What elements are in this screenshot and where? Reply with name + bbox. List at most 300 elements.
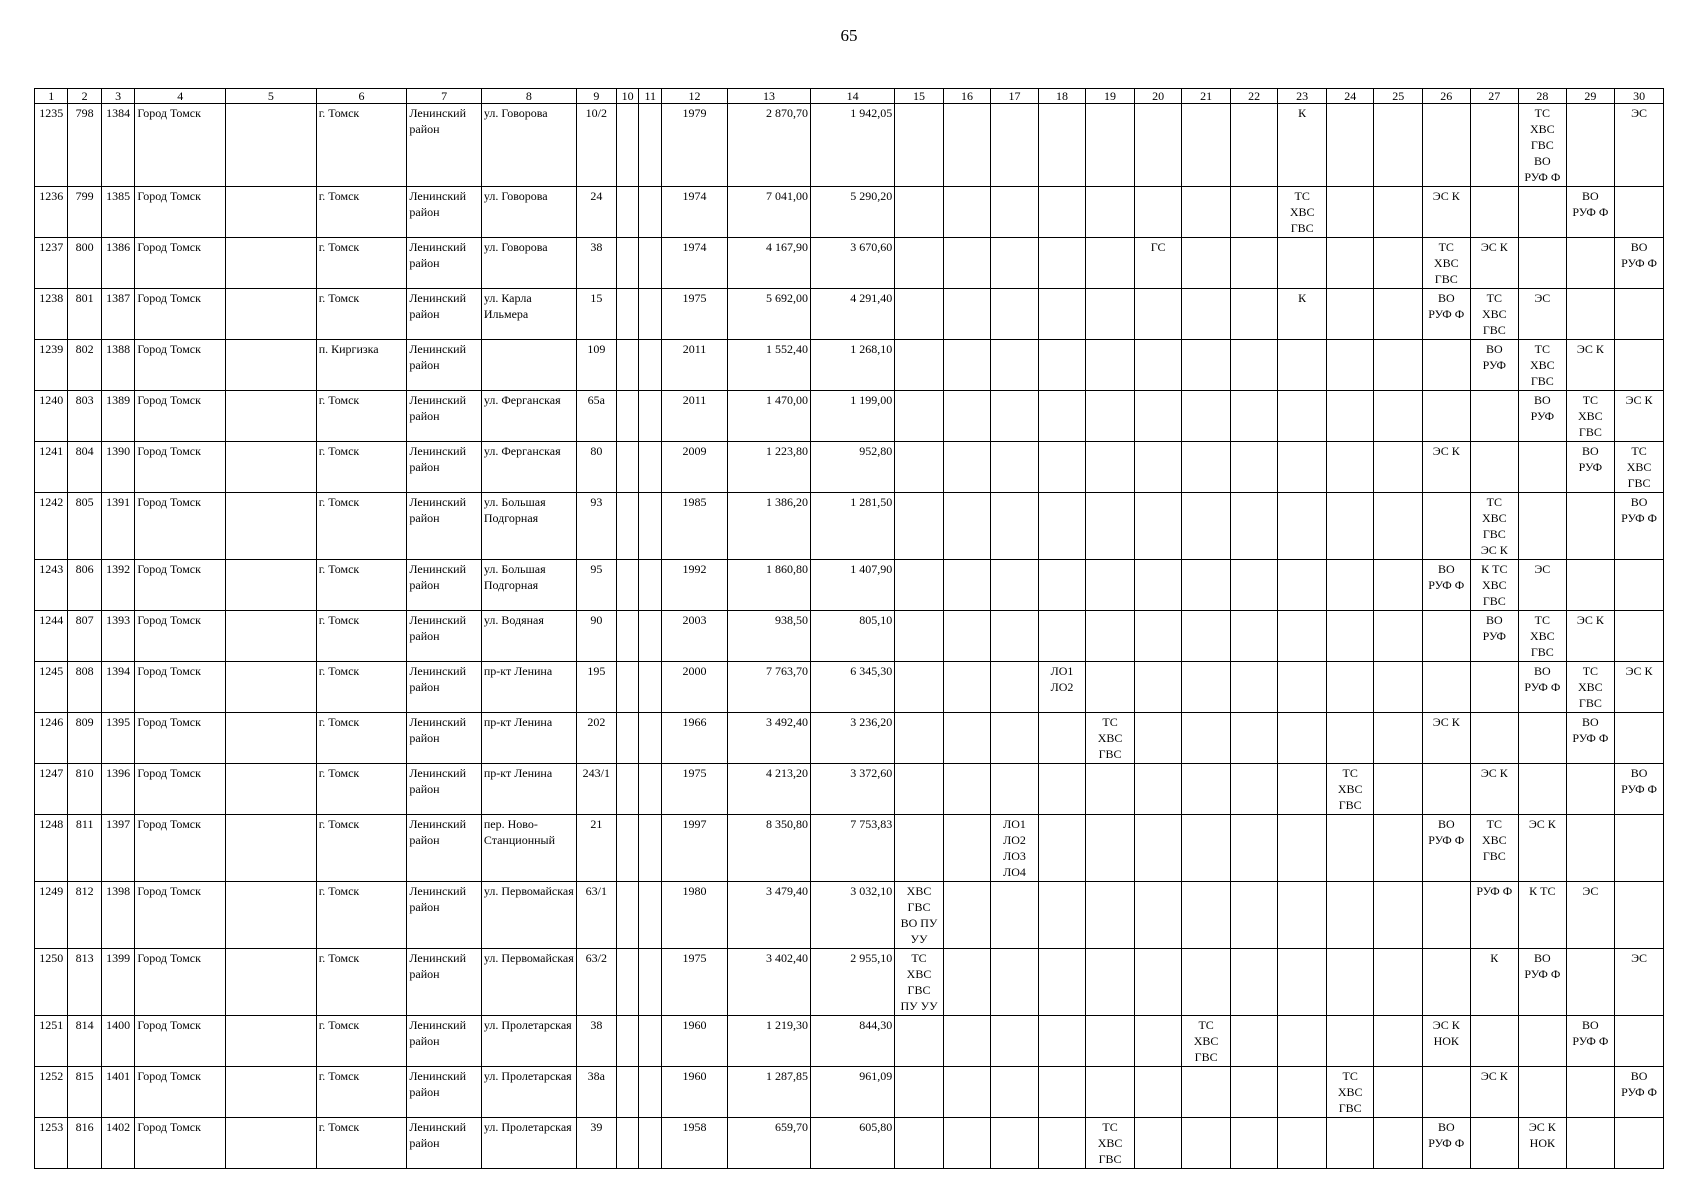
table-cell-col-8: пер. Ново-Станционный: [481, 815, 576, 882]
table-cell-col-6: г. Томск: [316, 1016, 407, 1067]
column-number-3: 3: [101, 89, 134, 104]
table-cell-col-20: [1134, 611, 1181, 662]
table-cell-col-28: К ТС: [1519, 882, 1566, 949]
table-cell-col-18: [1038, 289, 1085, 340]
table-cell-col-22: [1230, 611, 1277, 662]
table-cell-col-21: [1182, 1067, 1231, 1118]
table-cell-col-3: 1400: [101, 1016, 134, 1067]
table-cell-col-2: 816: [68, 1118, 101, 1169]
table-cell-col-17: ЛО1 ЛО2 ЛО3 ЛО4: [991, 815, 1038, 882]
table-cell-col-16: [943, 442, 990, 493]
table-cell-col-22: [1230, 882, 1277, 949]
table-cell-col-13: 3 492,40: [727, 713, 810, 764]
table-cell-col-18: [1038, 187, 1085, 238]
table-cell-col-21: [1182, 764, 1231, 815]
table-cell-col-12: 2009: [662, 442, 728, 493]
table-cell-col-11: [639, 289, 662, 340]
table-cell-col-4: Город Томск: [135, 442, 226, 493]
table-cell-col-13: 7 041,00: [727, 187, 810, 238]
table-cell-col-2: 807: [68, 611, 101, 662]
table-cell-col-5: [226, 1118, 317, 1169]
table-cell-col-25: [1374, 882, 1423, 949]
column-number-23: 23: [1278, 89, 1327, 104]
table-cell-col-22: [1230, 442, 1277, 493]
table-cell-col-16: [943, 815, 990, 882]
table-cell-col-13: 1 552,40: [727, 340, 810, 391]
table-cell-col-23: К: [1278, 289, 1327, 340]
table-cell-col-19: [1086, 442, 1135, 493]
table-cell-col-10: [616, 493, 639, 560]
table-cell-col-2: 810: [68, 764, 101, 815]
table-cell-col-9: 202: [576, 713, 616, 764]
table-cell-col-3: 1389: [101, 391, 134, 442]
table-cell-col-27: [1470, 662, 1519, 713]
table-cell-col-11: [639, 187, 662, 238]
table-cell-col-6: г. Томск: [316, 611, 407, 662]
table-cell-col-8: ул. Большая Подгорная: [481, 560, 576, 611]
table-cell-col-22: [1230, 764, 1277, 815]
table-cell-col-1: 1249: [35, 882, 68, 949]
column-number-10: 10: [616, 89, 639, 104]
table-cell-col-23: [1278, 949, 1327, 1016]
table-cell-col-30: ЭС К: [1615, 662, 1664, 713]
table-cell-col-26: [1423, 662, 1470, 713]
table-cell-col-1: 1253: [35, 1118, 68, 1169]
column-number-17: 17: [991, 89, 1038, 104]
table-cell-col-15: [895, 340, 944, 391]
table-cell-col-23: [1278, 713, 1327, 764]
table-cell-col-28: ВО РУФ Ф: [1519, 662, 1566, 713]
column-number-29: 29: [1566, 89, 1615, 104]
table-cell-col-13: 938,50: [727, 611, 810, 662]
table-cell-col-17: [991, 662, 1038, 713]
table-cell-col-4: Город Томск: [135, 1118, 226, 1169]
column-number-28: 28: [1519, 89, 1566, 104]
table-cell-col-12: 1975: [662, 949, 728, 1016]
table-cell-col-23: [1278, 815, 1327, 882]
table-cell-col-14: 961,09: [811, 1067, 895, 1118]
table-cell-col-13: 4 167,90: [727, 238, 810, 289]
table-cell-col-13: 5 692,00: [727, 289, 810, 340]
table-cell-col-27: [1470, 1016, 1519, 1067]
table-cell-col-16: [943, 662, 990, 713]
table-cell-col-12: 1992: [662, 560, 728, 611]
table-cell-col-29: [1566, 104, 1615, 187]
table-cell-col-7: Ленинский район: [407, 764, 481, 815]
column-number-15: 15: [895, 89, 944, 104]
table-cell-col-30: [1615, 611, 1664, 662]
table-cell-col-9: 109: [576, 340, 616, 391]
table-cell-col-12: 1985: [662, 493, 728, 560]
table-cell-col-3: 1391: [101, 493, 134, 560]
table-cell-col-22: [1230, 493, 1277, 560]
table-cell-col-10: [616, 815, 639, 882]
table-cell-col-4: Город Томск: [135, 493, 226, 560]
table-cell-col-29: ВО РУФ: [1566, 442, 1615, 493]
table-cell-col-6: г. Томск: [316, 238, 407, 289]
table-cell-col-23: [1278, 391, 1327, 442]
table-cell-col-29: [1566, 1067, 1615, 1118]
table-cell-col-23: [1278, 611, 1327, 662]
table-cell-col-12: 2011: [662, 391, 728, 442]
table-cell-col-26: [1423, 764, 1470, 815]
table-cell-col-18: [1038, 238, 1085, 289]
table-cell-col-9: 24: [576, 187, 616, 238]
table-cell-col-2: 808: [68, 662, 101, 713]
column-number-13: 13: [727, 89, 810, 104]
table-cell-col-23: [1278, 340, 1327, 391]
table-cell-col-9: 38: [576, 1016, 616, 1067]
table-cell-col-11: [639, 713, 662, 764]
table-cell-col-12: 2000: [662, 662, 728, 713]
table-cell-col-27: [1470, 104, 1519, 187]
table-cell-col-14: 1 281,50: [811, 493, 895, 560]
table-cell-col-3: 1388: [101, 340, 134, 391]
table-cell-col-5: [226, 493, 317, 560]
table-cell-col-6: п. Киргизка: [316, 340, 407, 391]
table-cell-col-19: [1086, 949, 1135, 1016]
table-cell-col-12: 1975: [662, 764, 728, 815]
table-cell-col-25: [1374, 104, 1423, 187]
table-cell-col-15: [895, 104, 944, 187]
table-cell-col-8: ул. Говорова: [481, 187, 576, 238]
table-cell-col-18: [1038, 1016, 1085, 1067]
column-number-26: 26: [1423, 89, 1470, 104]
table-cell-col-7: Ленинский район: [407, 1067, 481, 1118]
column-number-1: 1: [35, 89, 68, 104]
table-cell-col-25: [1374, 442, 1423, 493]
table-cell-col-4: Город Томск: [135, 713, 226, 764]
table-cell-col-17: [991, 289, 1038, 340]
table-cell-col-26: ЭС К: [1423, 442, 1470, 493]
table-cell-col-19: [1086, 238, 1135, 289]
table-cell-col-22: [1230, 238, 1277, 289]
table-cell-col-27: РУФ Ф: [1470, 882, 1519, 949]
table-cell-col-6: г. Томск: [316, 949, 407, 1016]
table-cell-col-12: 1980: [662, 882, 728, 949]
table-cell-col-4: Город Томск: [135, 289, 226, 340]
table-cell-col-3: 1395: [101, 713, 134, 764]
table-cell-col-18: [1038, 1118, 1085, 1169]
table-cell-col-8: ул. Говорова: [481, 238, 576, 289]
table-cell-col-24: [1326, 391, 1373, 442]
table-cell-col-8: ул. Говорова: [481, 104, 576, 187]
table-cell-col-15: [895, 1118, 944, 1169]
table-cell-col-8: ул. Водяная: [481, 611, 576, 662]
table-cell-col-15: [895, 713, 944, 764]
table-cell-col-24: [1326, 1016, 1373, 1067]
table-cell-col-29: ВО РУФ Ф: [1566, 187, 1615, 238]
table-cell-col-6: г. Томск: [316, 713, 407, 764]
table-cell-col-1: 1240: [35, 391, 68, 442]
table-row: [35, 764, 1664, 815]
table-cell-col-3: 1401: [101, 1067, 134, 1118]
table-cell-col-14: 6 345,30: [811, 662, 895, 713]
column-number-25: 25: [1374, 89, 1423, 104]
table-cell-col-5: [226, 611, 317, 662]
table-cell-col-24: [1326, 882, 1373, 949]
table-cell-col-10: [616, 882, 639, 949]
table-cell-col-1: 1251: [35, 1016, 68, 1067]
table-cell-col-15: [895, 1067, 944, 1118]
table-cell-col-28: [1519, 1016, 1566, 1067]
table-cell-col-1: 1248: [35, 815, 68, 882]
table-cell-col-22: [1230, 187, 1277, 238]
table-cell-col-14: 3 236,20: [811, 713, 895, 764]
table-cell-col-28: ЭС К НОК: [1519, 1118, 1566, 1169]
table-cell-col-17: [991, 560, 1038, 611]
table-cell-col-29: ВО РУФ Ф: [1566, 1016, 1615, 1067]
table-cell-col-16: [943, 104, 990, 187]
table-cell-col-5: [226, 949, 317, 1016]
table-cell-col-18: [1038, 882, 1085, 949]
table-cell-col-6: г. Томск: [316, 1118, 407, 1169]
table-cell-col-13: 1 219,30: [727, 1016, 810, 1067]
table-cell-col-10: [616, 340, 639, 391]
table-cell-col-30: ВО РУФ Ф: [1615, 238, 1664, 289]
table-cell-col-17: [991, 611, 1038, 662]
table-cell-col-17: [991, 442, 1038, 493]
table-cell-col-12: 1958: [662, 1118, 728, 1169]
table-cell-col-21: [1182, 611, 1231, 662]
table-cell-col-8: ул. Первомайская: [481, 882, 576, 949]
table-cell-col-19: [1086, 289, 1135, 340]
table-cell-col-23: [1278, 560, 1327, 611]
table-cell-col-16: [943, 238, 990, 289]
column-number-7: 7: [407, 89, 481, 104]
table-cell-col-25: [1374, 713, 1423, 764]
table-cell-col-26: [1423, 391, 1470, 442]
table-cell-col-12: 1974: [662, 187, 728, 238]
table-cell-col-28: ВО РУФ Ф: [1519, 949, 1566, 1016]
table-cell-col-25: [1374, 949, 1423, 1016]
table-cell-col-21: ТС ХВС ГВС: [1182, 1016, 1231, 1067]
column-number-11: 11: [639, 89, 662, 104]
table-cell-col-28: [1519, 713, 1566, 764]
table-row: [35, 391, 1664, 442]
page-number: 65: [840, 26, 858, 45]
table-row: [35, 560, 1664, 611]
table-cell-col-6: г. Томск: [316, 104, 407, 187]
table-cell-col-21: [1182, 662, 1231, 713]
table-cell-col-25: [1374, 391, 1423, 442]
table-cell-col-29: ЭС: [1566, 882, 1615, 949]
table-cell-col-12: 1960: [662, 1016, 728, 1067]
table-cell-col-13: 659,70: [727, 1118, 810, 1169]
table-cell-col-10: [616, 391, 639, 442]
table-cell-col-26: ЭС К НОК: [1423, 1016, 1470, 1067]
table-cell-col-30: [1615, 713, 1664, 764]
table-cell-col-7: Ленинский район: [407, 442, 481, 493]
table-cell-col-17: [991, 104, 1038, 187]
table-cell-col-16: [943, 1016, 990, 1067]
table-cell-col-14: 3 032,10: [811, 882, 895, 949]
table-cell-col-21: [1182, 187, 1231, 238]
table-cell-col-25: [1374, 611, 1423, 662]
table-cell-col-4: Город Томск: [135, 391, 226, 442]
table-cell-col-4: Город Томск: [135, 815, 226, 882]
table-cell-col-21: [1182, 289, 1231, 340]
table-cell-col-1: 1250: [35, 949, 68, 1016]
table-cell-col-28: [1519, 187, 1566, 238]
table-cell-col-7: Ленинский район: [407, 560, 481, 611]
table-cell-col-11: [639, 560, 662, 611]
table-cell-col-28: [1519, 442, 1566, 493]
table-cell-col-25: [1374, 238, 1423, 289]
table-cell-col-30: ВО РУФ Ф: [1615, 764, 1664, 815]
column-number-header-row: [35, 89, 1664, 104]
table-cell-col-26: ВО РУФ Ф: [1423, 1118, 1470, 1169]
table-cell-col-27: К ТС ХВС ГВС: [1470, 560, 1519, 611]
table-cell-col-20: [1134, 391, 1181, 442]
table-cell-col-30: [1615, 1016, 1664, 1067]
table-cell-col-11: [639, 493, 662, 560]
column-number-16: 16: [943, 89, 990, 104]
table-cell-col-12: 2003: [662, 611, 728, 662]
table-cell-col-10: [616, 560, 639, 611]
table-cell-col-20: [1134, 764, 1181, 815]
table-cell-col-19: [1086, 493, 1135, 560]
table-cell-col-25: [1374, 493, 1423, 560]
table-cell-col-11: [639, 340, 662, 391]
table-cell-col-18: [1038, 764, 1085, 815]
table-cell-col-15: [895, 289, 944, 340]
table-cell-col-15: [895, 187, 944, 238]
table-cell-col-16: [943, 882, 990, 949]
table-cell-col-5: [226, 1016, 317, 1067]
column-number-22: 22: [1230, 89, 1277, 104]
table-cell-col-11: [639, 104, 662, 187]
table-cell-col-18: [1038, 493, 1085, 560]
table-cell-col-27: [1470, 442, 1519, 493]
column-number-12: 12: [662, 89, 728, 104]
table-cell-col-22: [1230, 713, 1277, 764]
table-cell-col-18: [1038, 713, 1085, 764]
table-cell-col-20: [1134, 662, 1181, 713]
table-cell-col-15: [895, 238, 944, 289]
table-cell-col-3: 1385: [101, 187, 134, 238]
table-cell-col-20: [1134, 1118, 1181, 1169]
column-number-9: 9: [576, 89, 616, 104]
table-cell-col-26: ЭС К: [1423, 713, 1470, 764]
table-cell-col-14: 5 290,20: [811, 187, 895, 238]
table-cell-col-9: 15: [576, 289, 616, 340]
table-cell-col-16: [943, 391, 990, 442]
table-cell-col-24: [1326, 104, 1373, 187]
table-cell-col-2: 815: [68, 1067, 101, 1118]
table-cell-col-25: [1374, 560, 1423, 611]
table-cell-col-26: [1423, 340, 1470, 391]
table-cell-col-23: [1278, 1016, 1327, 1067]
table-cell-col-14: 1 199,00: [811, 391, 895, 442]
table-cell-col-17: [991, 949, 1038, 1016]
table-cell-col-17: [991, 340, 1038, 391]
table-cell-col-16: [943, 289, 990, 340]
table-cell-col-7: Ленинский район: [407, 662, 481, 713]
table-cell-col-22: [1230, 815, 1277, 882]
table-cell-col-14: 1 942,05: [811, 104, 895, 187]
table-cell-col-24: [1326, 1118, 1373, 1169]
table-cell-col-5: [226, 340, 317, 391]
table-cell-col-20: [1134, 1067, 1181, 1118]
table-cell-col-23: [1278, 1067, 1327, 1118]
table-cell-col-25: [1374, 764, 1423, 815]
table-cell-col-6: г. Томск: [316, 815, 407, 882]
table-cell-col-15: [895, 493, 944, 560]
table-cell-col-27: ЭС К: [1470, 238, 1519, 289]
table-cell-col-20: [1134, 289, 1181, 340]
table-cell-col-20: [1134, 340, 1181, 391]
table-cell-col-16: [943, 560, 990, 611]
table-cell-col-13: 1 470,00: [727, 391, 810, 442]
table-cell-col-14: 952,80: [811, 442, 895, 493]
table-cell-col-25: [1374, 187, 1423, 238]
table-cell-col-1: 1244: [35, 611, 68, 662]
table-row: [35, 493, 1664, 560]
column-number-6: 6: [316, 89, 407, 104]
table-cell-col-9: 90: [576, 611, 616, 662]
table-row: [35, 949, 1664, 1016]
table-cell-col-19: [1086, 1016, 1135, 1067]
table-cell-col-5: [226, 1067, 317, 1118]
table-cell-col-22: [1230, 391, 1277, 442]
table-cell-col-28: [1519, 238, 1566, 289]
table-row: [35, 187, 1664, 238]
table-cell-col-6: г. Томск: [316, 882, 407, 949]
table-cell-col-30: [1615, 187, 1664, 238]
table-cell-col-8: ул. Первомайская: [481, 949, 576, 1016]
table-cell-col-12: 2011: [662, 340, 728, 391]
table-cell-col-19: ТС ХВС ГВС: [1086, 713, 1135, 764]
table-cell-col-17: [991, 882, 1038, 949]
table-cell-col-29: [1566, 949, 1615, 1016]
table-cell-col-18: ЛО1 ЛО2: [1038, 662, 1085, 713]
column-number-19: 19: [1086, 89, 1135, 104]
table-cell-col-24: [1326, 493, 1373, 560]
table-cell-col-8: ул. Ферганская: [481, 442, 576, 493]
table-cell-col-13: 3 479,40: [727, 882, 810, 949]
table-cell-col-19: [1086, 187, 1135, 238]
table-cell-col-7: Ленинский район: [407, 1016, 481, 1067]
table-cell-col-7: Ленинский район: [407, 289, 481, 340]
table-cell-col-21: [1182, 949, 1231, 1016]
table-cell-col-16: [943, 187, 990, 238]
table-cell-col-5: [226, 560, 317, 611]
table-cell-col-24: [1326, 713, 1373, 764]
table-cell-col-27: ВО РУФ: [1470, 611, 1519, 662]
table-cell-col-13: 8 350,80: [727, 815, 810, 882]
table-cell-col-14: 7 753,83: [811, 815, 895, 882]
table-cell-col-16: [943, 764, 990, 815]
table-cell-col-27: [1470, 391, 1519, 442]
table-cell-col-7: Ленинский район: [407, 882, 481, 949]
table-cell-col-30: ЭС: [1615, 104, 1664, 187]
table-cell-col-10: [616, 1016, 639, 1067]
table-cell-col-29: ЭС К: [1566, 611, 1615, 662]
table-cell-col-15: [895, 560, 944, 611]
table-cell-col-17: [991, 713, 1038, 764]
table-row: [35, 340, 1664, 391]
table-cell-col-21: [1182, 238, 1231, 289]
table-cell-col-19: [1086, 391, 1135, 442]
table-cell-col-18: [1038, 340, 1085, 391]
table-cell-col-9: 63/2: [576, 949, 616, 1016]
table-cell-col-9: 21: [576, 815, 616, 882]
table-cell-col-2: 802: [68, 340, 101, 391]
table-cell-col-3: 1384: [101, 104, 134, 187]
table-cell-col-6: г. Томск: [316, 1067, 407, 1118]
table-cell-col-19: [1086, 611, 1135, 662]
